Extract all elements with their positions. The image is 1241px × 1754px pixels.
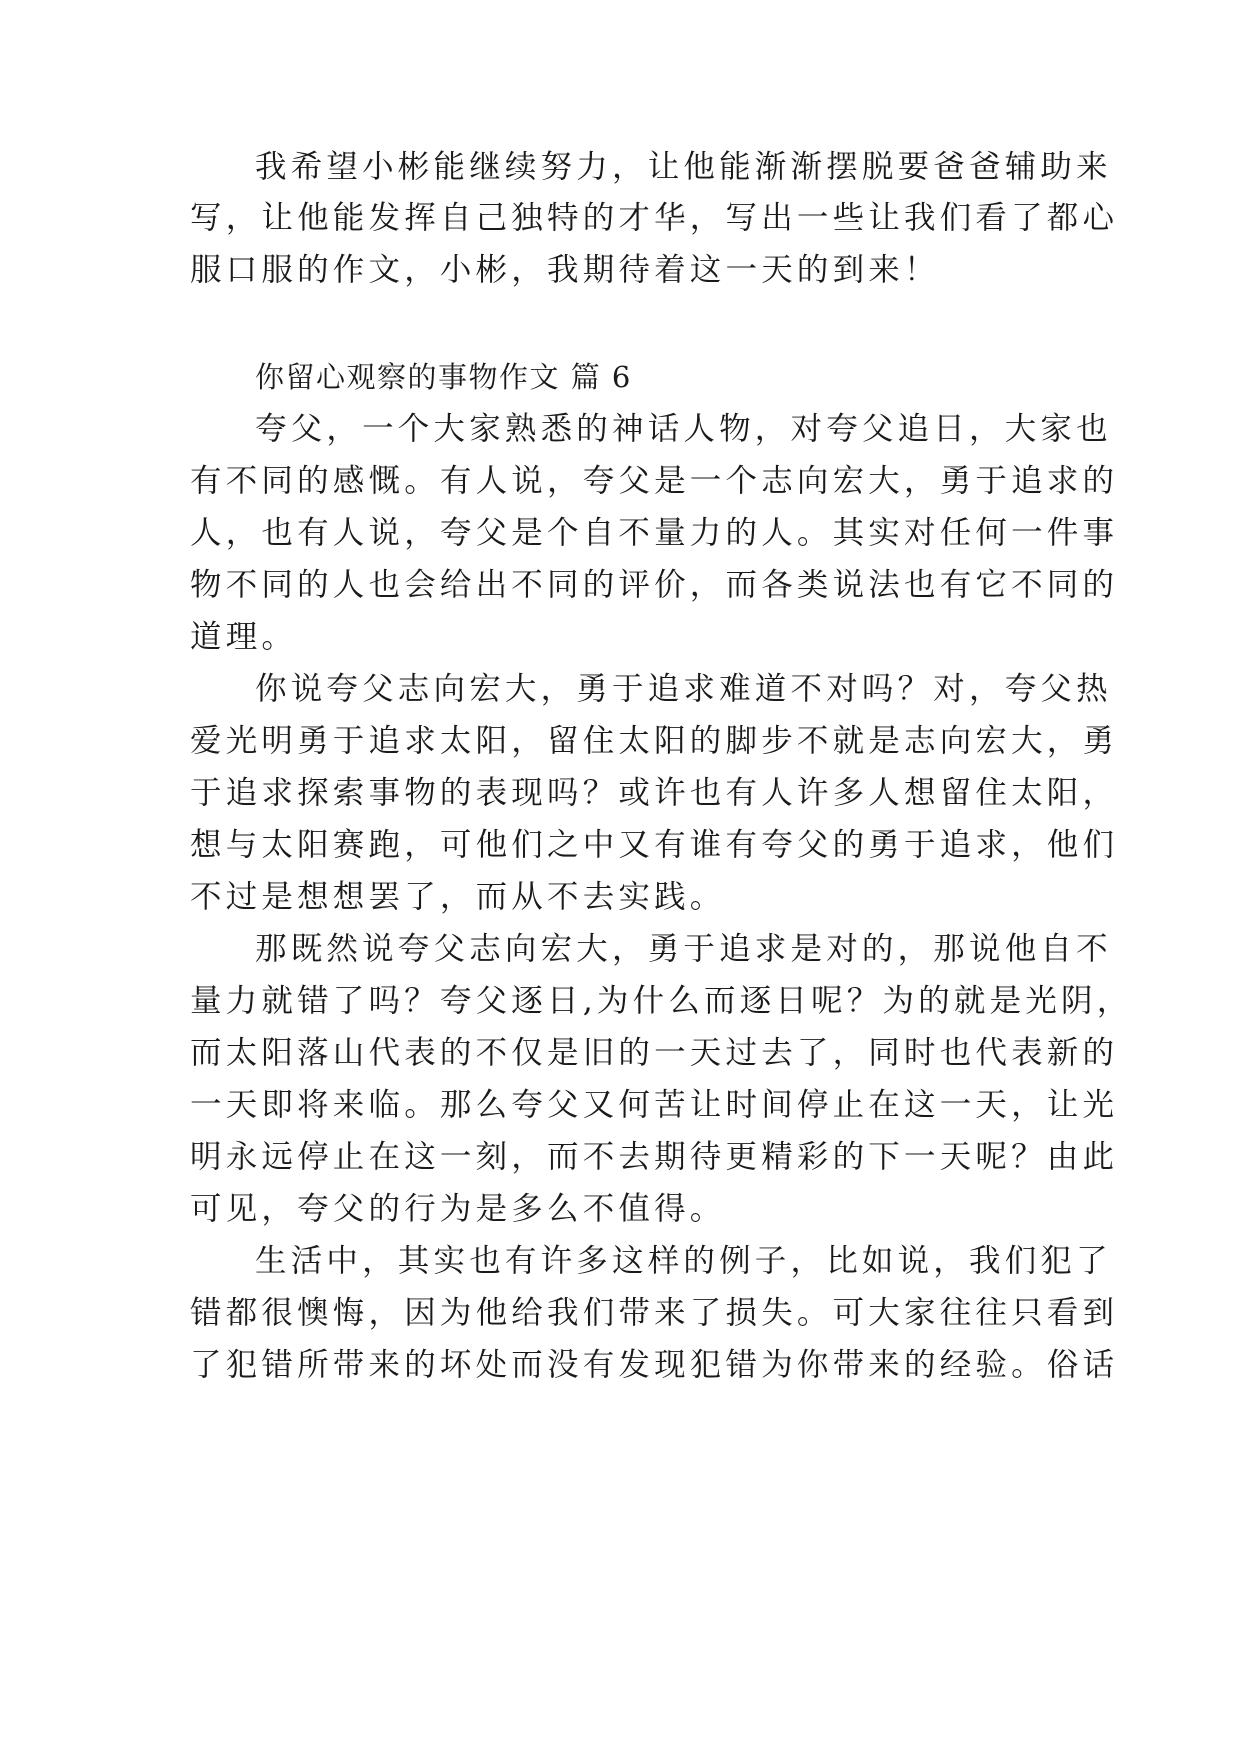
text-line: 不过是想想罢了，而从不去实践。 xyxy=(190,879,726,915)
text-line: 一天即将来临。那么夸父又何苦让时间停止在这一天，让光 xyxy=(190,1087,1119,1123)
text-line: 错都很懊悔，因为他给我们带来了损失。可大家往往只看到 xyxy=(190,1295,1119,1331)
text-line: 而太阳落山代表的不仅是旧的一天过去了，同时也代表新的 xyxy=(190,1035,1119,1071)
text-line: 服口服的作文，小彬，我期待着这一天的到来！ xyxy=(190,252,940,288)
text-line: 明永远停止在这一刻，而不去期待更精彩的下一天呢？由此 xyxy=(190,1139,1119,1175)
text-line: 道理。 xyxy=(190,619,298,655)
text-line: 我希望小彬能继续努力，让他能渐渐摆脱要爸爸辅助来 xyxy=(255,149,1112,185)
text-line: 写，让他能发挥自己独特的才华，写出一些让我们看了都心 xyxy=(190,200,1119,236)
text-line: 生活中，其实也有许多这样的例子，比如说，我们犯了 xyxy=(255,1243,1112,1279)
text-line: 你说夸父志向宏大，勇于追求难道不对吗？对，夸父热 xyxy=(255,671,1112,707)
text-line: 想与太阳赛跑，可他们之中又有谁有夸父的勇于追求，他们 xyxy=(190,827,1119,863)
text-line: 爱光明勇于追求太阳，留住太阳的脚步不就是志向宏大，勇 xyxy=(190,723,1119,759)
text-line: 于追求探索事物的表现吗？或许也有人许多人想留住太阳， xyxy=(190,775,1119,811)
section-heading: 你留心观察的事物作文 篇 6 xyxy=(255,360,632,394)
text-line: 有不同的感慨。有人说，夸父是一个志向宏大，勇于追求的 xyxy=(190,463,1119,499)
text-line: 那既然说夸父志向宏大，勇于追求是对的，那说他自不 xyxy=(255,931,1112,967)
text-line: 量力就错了吗？夸父逐日,为什么而逐日呢？为的就是光阴， xyxy=(190,983,1133,1019)
text-line: 夸父，一个大家熟悉的神话人物，对夸父追日，大家也 xyxy=(255,411,1112,447)
text-line: 可见，夸父的行为是多么不值得。 xyxy=(190,1191,726,1227)
text-line: 了犯错所带来的坏处而没有发现犯错为你带来的经验。俗话 xyxy=(190,1347,1119,1383)
text-line: 人，也有人说，夸父是个自不量力的人。其实对任何一件事 xyxy=(190,515,1119,551)
text-line: 物不同的人也会给出不同的评价，而各类说法也有它不同的 xyxy=(190,567,1119,603)
